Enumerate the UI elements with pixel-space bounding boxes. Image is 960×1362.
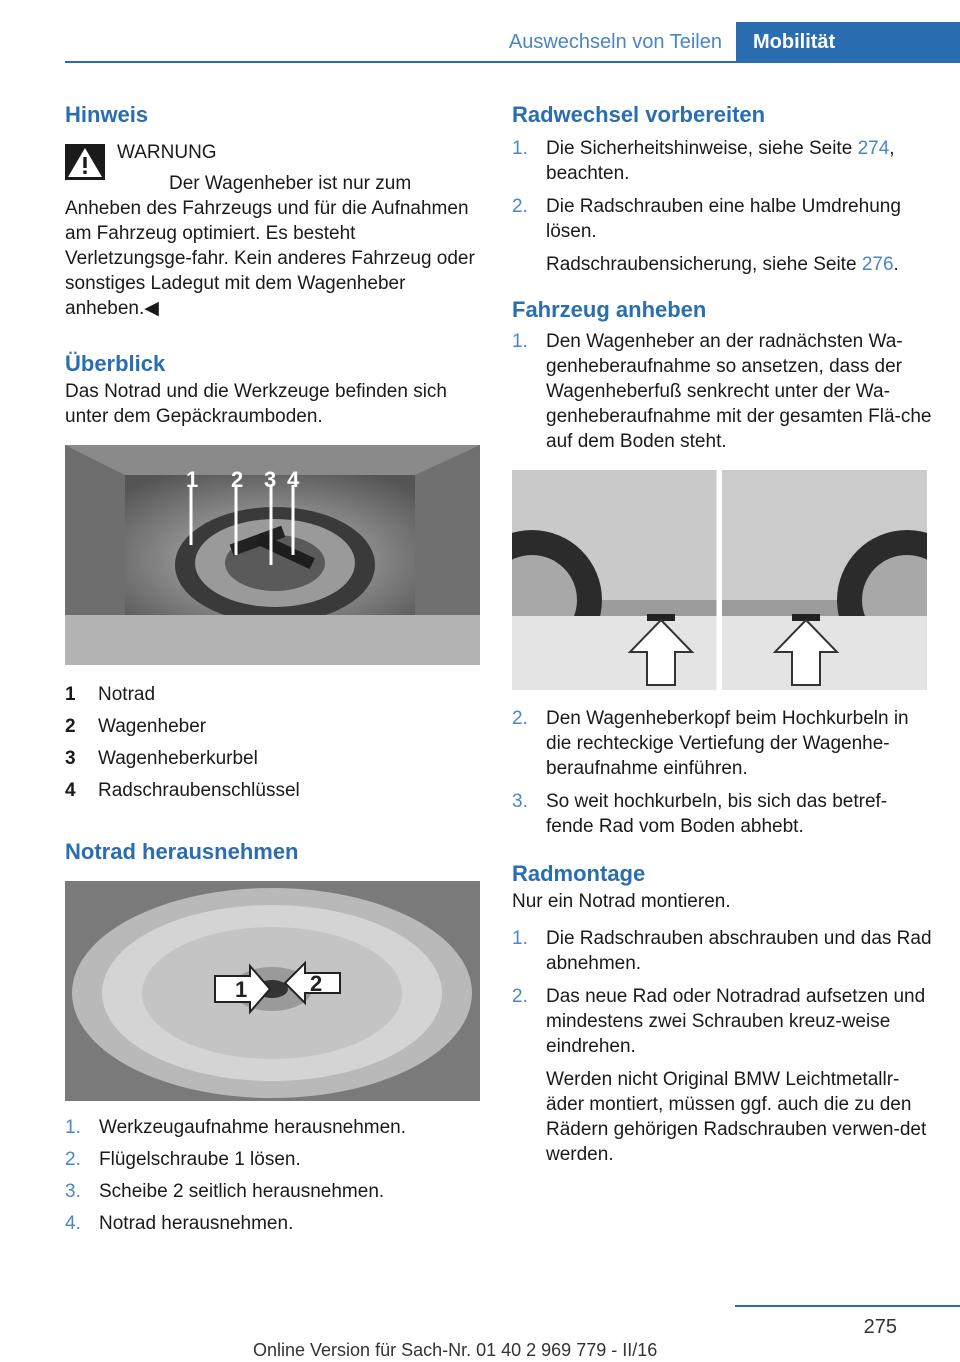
step-number: 2. xyxy=(512,196,528,217)
right-column xyxy=(512,100,932,1167)
step-text: Den Wagenheber an der radnächsten Wa‐genheberaufnahme so ansetzen, dass der Wagenheberfuß senkrecht unter der Wa‐genheberaufnahme mit der gesamten Flä‐che auf dem Boden steht. xyxy=(546,331,932,452)
step-text: Das neue Rad oder Notradrad aufsetzen und mindestens zwei Schrauben kreuz‐weise eindrehen. xyxy=(546,986,926,1057)
step-text xyxy=(546,136,932,186)
step-number: 1. xyxy=(512,331,528,352)
remove-steps-list xyxy=(65,1115,485,1236)
legend-text: Wagenheberkurbel xyxy=(98,748,258,769)
step-text-part: Die Sicherheitshinweise, siehe Seite xyxy=(546,138,858,159)
photo-label-1: 1 xyxy=(186,467,199,492)
list-item xyxy=(65,1179,485,1204)
step-number: 2. xyxy=(65,1149,81,1170)
mount-heading: Radmontage xyxy=(512,861,646,886)
step-text: Scheibe 2 seitlich herausnehmen. xyxy=(99,1181,385,1202)
step-text: So weit hochkurbeln, bis sich das betref‐fende Rad vom Boden abhebt. xyxy=(546,791,888,837)
step-number: 1. xyxy=(65,1117,81,1138)
lift-steps-list-b xyxy=(512,706,932,839)
step-text: Werkzeugaufnahme herausnehmen. xyxy=(99,1117,407,1138)
step-text: Die Radschrauben eine halbe Umdrehung lösen. xyxy=(546,196,901,242)
left-column xyxy=(65,100,485,1236)
jack-point-photo xyxy=(512,470,927,690)
list-item xyxy=(512,706,932,781)
mount-step2-note: Werden nicht Original BMW Leichtmetallr‐äder montiert, müssen ggf. auch die zu den Rädern gehörigen Radschrauben verwen‐det werden. xyxy=(546,1069,927,1165)
header-rule xyxy=(65,61,960,63)
photo-label-1: 1 xyxy=(235,977,248,1002)
legend-text: Notrad xyxy=(98,684,156,705)
step-number: 2. xyxy=(512,708,528,729)
footer-rule xyxy=(735,1305,960,1307)
warning-text: Der Wagenheber ist nur zum Anheben des Fahrzeugs und für die Aufnahmen am Fahrzeug optimiert. Es besteht Verletzungsge‐fahr. Kein anderes Fahrzeug oder sonstiges Ladegut mit dem Wagenheber anheben.◀ xyxy=(65,173,475,319)
step-text: Notrad herausnehmen. xyxy=(99,1213,294,1234)
step-number: 1. xyxy=(512,138,528,159)
list-item xyxy=(512,194,932,244)
warning-title: WARNUNG xyxy=(117,142,217,163)
page-number: 275 xyxy=(863,1316,897,1338)
legend-number: 1 xyxy=(65,684,76,705)
component-legend xyxy=(65,679,485,807)
page-header xyxy=(0,0,960,62)
note-text: Radschraubensicherung, siehe Seite xyxy=(546,254,862,275)
page-link-274[interactable]: 274 xyxy=(857,138,890,159)
photo-label-2: 2 xyxy=(310,971,323,996)
overview-text: Das Notrad und die Werkzeuge befinden sich unter dem Gepäckraumboden. xyxy=(65,381,447,427)
mount-intro: Nur ein Notrad montieren. xyxy=(512,891,731,912)
list-item xyxy=(512,789,932,839)
step-number: 3. xyxy=(512,791,528,812)
step-number: 3. xyxy=(65,1181,81,1202)
footer-note: Online Version für Sach-Nr. 01 40 2 969 779 - II/16 xyxy=(253,1340,658,1360)
lift-steps-list-a xyxy=(512,329,932,454)
prep-steps-list xyxy=(512,136,932,244)
overview-heading: Überblick xyxy=(65,351,166,376)
remove-spare-heading: Notrad herausnehmen xyxy=(65,839,299,864)
page-link-276[interactable]: 276 xyxy=(861,254,894,275)
photo-label-2: 2 xyxy=(231,467,244,492)
list-item xyxy=(512,329,932,454)
legend-item xyxy=(65,711,485,743)
step-text: Den Wagenheberkopf beim Hochkurbeln in die rechteckige Vertiefung der Wagenhe‐beraufnahme einführen. xyxy=(546,708,909,779)
legend-item xyxy=(65,743,485,775)
legend-item xyxy=(65,679,485,711)
prep-heading: Radwechsel vorbereiten xyxy=(512,102,766,127)
list-item xyxy=(65,1115,485,1140)
photo-label-3: 3 xyxy=(264,467,277,492)
lift-heading: Fahrzeug anheben xyxy=(512,297,707,322)
warning-triangle-icon xyxy=(65,144,105,180)
prep-step2-note xyxy=(512,252,932,277)
legend-text: Wagenheber xyxy=(98,716,207,737)
note-text: . xyxy=(893,254,899,275)
photo-label-4: 4 xyxy=(287,467,300,492)
legend-item xyxy=(65,775,485,807)
step-text: Die Radschrauben abschrauben und das Rad abnehmen. xyxy=(546,928,932,974)
step-text: Flügelschraube 1 lösen. xyxy=(99,1149,301,1170)
list-item xyxy=(512,984,932,1059)
warning-box xyxy=(65,140,485,321)
list-item xyxy=(65,1211,485,1236)
header-section-title: Auswechseln von Teilen xyxy=(508,31,722,53)
legend-text: Radschraubenschlüssel xyxy=(98,780,300,801)
list-item xyxy=(512,926,932,976)
trunk-photo xyxy=(65,445,480,665)
legend-number: 3 xyxy=(65,748,76,769)
legend-number: 2 xyxy=(65,716,76,737)
list-item xyxy=(65,1147,485,1172)
step-text-part: , beachten. xyxy=(546,138,895,184)
mount-steps-list xyxy=(512,926,932,1059)
list-item xyxy=(512,136,932,186)
hinweis-heading: Hinweis xyxy=(65,102,149,127)
legend-number: 4 xyxy=(65,780,76,801)
spare-wheel-photo xyxy=(65,881,480,1101)
step-number: 4. xyxy=(65,1213,81,1234)
header-chapter-tab: Mobilität xyxy=(736,22,960,62)
step-number: 2. xyxy=(512,986,528,1007)
step-number: 1. xyxy=(512,928,528,949)
